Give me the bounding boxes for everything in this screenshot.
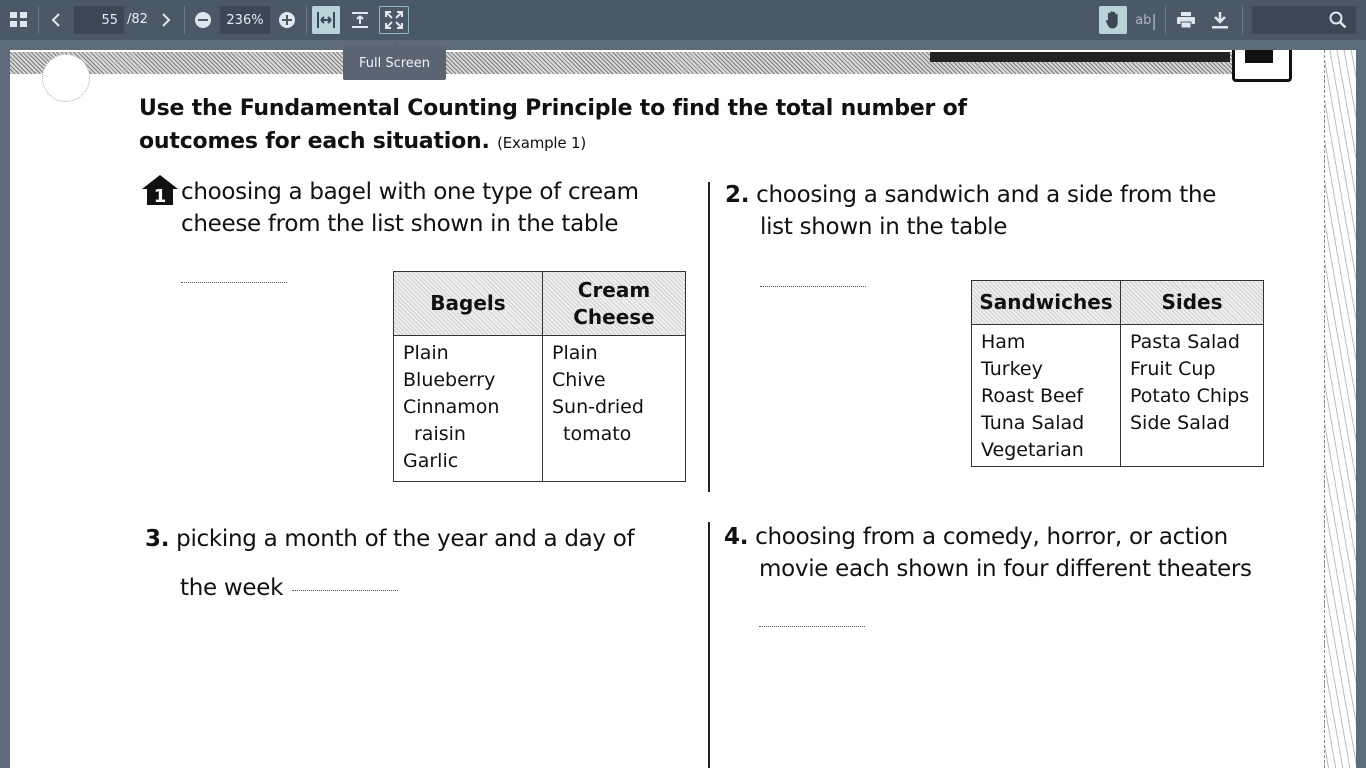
search-icon[interactable] (1326, 6, 1350, 34)
sandwich-table (971, 280, 1264, 467)
question-3-text: 3. picking a month of the year and a day of the week (145, 526, 635, 601)
pdf-page (10, 50, 1356, 768)
pdf-toolbar (0, 0, 1366, 40)
fit-width-icon[interactable] (312, 6, 340, 34)
sides-list: Pasta Salad Fruit Cup Potato Chips Side Salad (1121, 325, 1264, 467)
download-icon[interactable] (1206, 6, 1234, 34)
page-corner-box (1232, 50, 1292, 82)
instructions-heading: Use the Fundamental Counting Principle to find the total number of outcomes for each situation. (Example 1) (139, 96, 967, 154)
page-edge-strip (1324, 50, 1356, 768)
svg-text:1: 1 (153, 186, 167, 207)
zoom-in-icon[interactable] (274, 6, 300, 34)
fullscreen-icon[interactable] (379, 6, 409, 34)
table-header: Bagels (394, 272, 543, 336)
bagel-list: Plain Blueberry Cinnamon raisin Garlic (394, 336, 543, 482)
fit-page-icon[interactable] (346, 6, 374, 34)
question-2-answer-line[interactable] (760, 286, 866, 287)
table-header: Sandwiches (972, 281, 1121, 325)
question-1-answer-line[interactable] (181, 282, 287, 283)
column-divider (708, 182, 710, 492)
table-header: Cream Cheese (543, 272, 686, 336)
zoom-out-icon[interactable] (190, 6, 216, 34)
cream-cheese-list: Plain Chive Sun-dried tomato (543, 336, 686, 482)
column-divider (708, 522, 710, 768)
page-total: /82 (127, 12, 148, 27)
text-select-icon[interactable]: ab | (1135, 10, 1157, 30)
home-icon (140, 173, 180, 207)
hand-tool-icon[interactable] (1099, 6, 1127, 34)
question-3-answer-line[interactable] (292, 590, 398, 591)
question-4-answer-line[interactable] (759, 626, 865, 627)
question-4-text: 4. choosing from a comedy, horror, or action movie each shown in four different theaters (724, 524, 1252, 582)
table-header: Sides (1121, 281, 1264, 325)
prev-page-icon[interactable] (44, 6, 68, 34)
page-number-input[interactable]: 55 (74, 6, 124, 34)
next-page-icon[interactable] (154, 6, 178, 34)
question-1-text: choosing a bagel with one type of cream cheese from the list shown in the table (181, 179, 639, 237)
bagel-table (393, 271, 686, 482)
page-circle-mark (42, 54, 90, 102)
print-icon[interactable] (1172, 6, 1200, 34)
question-2-text: 2. choosing a sandwich and a side from the list shown in the table (725, 182, 1217, 240)
zoom-level[interactable]: 236% (220, 6, 270, 34)
fullscreen-tooltip: Full Screen (343, 46, 446, 80)
sidebar-toggle-icon[interactable] (6, 6, 32, 34)
sandwich-list: Ham Turkey Roast Beef Tuna Salad Vegetarian (972, 325, 1121, 467)
